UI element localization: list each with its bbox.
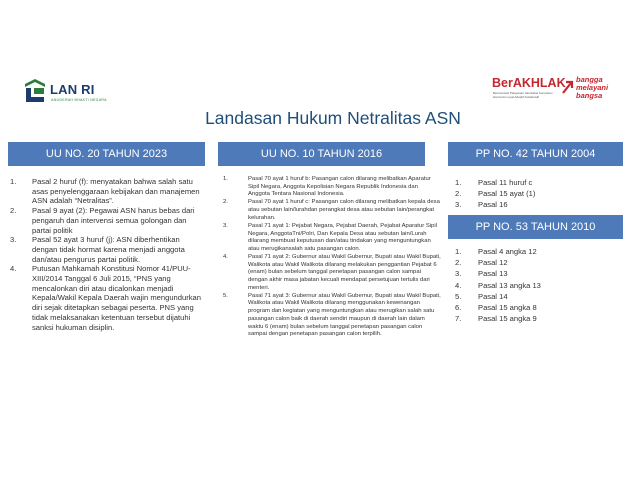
list-item <box>223 223 441 254</box>
item-number: 4. <box>455 280 462 290</box>
list-item <box>455 257 615 268</box>
list-item <box>455 291 615 302</box>
item-number: 4. <box>10 264 17 274</box>
lanri-logo <box>22 78 122 108</box>
item-text: Pasal 15 ayat (1) <box>478 189 536 199</box>
list-item <box>455 246 615 257</box>
section-header-uu-20-2023: UU NO. 20 TAHUN 2023 <box>8 142 205 166</box>
item-number: 4. <box>223 253 228 260</box>
item-number: 1. <box>455 178 462 187</box>
item-text: Pasal 15 angka 8 <box>478 303 537 313</box>
item-text: Pasal 12 <box>478 258 508 268</box>
list-item <box>455 313 615 324</box>
item-text: Pasal 4 angka 12 <box>478 247 537 256</box>
list-item <box>223 199 441 222</box>
item-number: 2. <box>223 199 228 206</box>
item-text: Pasal 70 ayat 1 huruf c: Pasangan calon dilarang melibatkan kepala desa atau sebutan lain/lurahdan perangkat desa atau sebutan lain/perangkat kelurahan. <box>248 199 440 221</box>
list-item <box>455 280 615 291</box>
item-number: 3. <box>10 235 17 245</box>
list-uu-10-2016 <box>223 176 441 339</box>
item-text: Pasal 14 <box>478 291 508 301</box>
list-item <box>223 254 441 293</box>
list-item <box>455 177 615 188</box>
list-item <box>455 302 615 313</box>
lanri-emblem-icon <box>22 78 48 106</box>
item-text: Pasal 13 angka 13 <box>478 280 541 290</box>
list-item <box>10 177 205 206</box>
item-text: Pasal 71 ayat 3: Gubernur atau Wakil Gubernur, Bupati atau Wakil Bupati, Walikota atau Wakil Walikota dilarang menggunakan kewenangan program dan kegiatan yang menguntungkan atau merugikan salah satu pasangan calon baik di daerah sendiri maupun di daerah lain dalam waktu 6 (enam) bulan sebelum tanggal penetapan pasangan calon sampai dengan penetapan pasangan calon terpilih. <box>248 292 441 338</box>
item-text: Pasal 13 <box>478 269 508 279</box>
arrow-icon <box>561 79 575 95</box>
list-item <box>223 176 441 199</box>
item-number: 1. <box>455 247 462 256</box>
lanri-tagline: ANUGERAH BHAKTI NEGARA <box>51 98 107 102</box>
berakhlak-name: BerAKHLAK <box>492 76 566 90</box>
section-header-uu-10-2016: UU NO. 10 TAHUN 2016 <box>218 142 425 166</box>
item-number: 2. <box>10 206 17 216</box>
item-text: Pasal 15 angka 9 <box>478 314 537 324</box>
item-text: Pasal 71 ayat 1: Pejabat Negara, Pejabat Daerah, Pejabat Aparatur Sipil Negara, AnggotaTni/Polri, Dan Kepala Desa atau sebutan lain/Lurah dilarang membuat keputusan dan/atau tindakan yang menguntungkan atau merugikansalah satu pasangan calon. <box>248 222 437 252</box>
item-number: 2. <box>455 258 462 268</box>
list-item <box>10 206 205 235</box>
list-item <box>455 268 615 279</box>
list-pp-42-2004 <box>455 177 615 211</box>
item-number: 1. <box>223 176 228 182</box>
item-number: 3. <box>455 269 462 279</box>
page-title-text: Landasan Hukum Netralitas ASN <box>205 108 461 128</box>
item-text: Pasal 11 huruf c <box>478 178 533 187</box>
item-number: 5. <box>455 291 462 301</box>
list-item <box>223 293 441 339</box>
list-pp-53-2010 <box>455 246 615 324</box>
lanri-name: LAN RI <box>50 82 95 97</box>
item-text: Putusan Mahkamah Konstitusi Nomor 41/PUU-XIII/2014 Tanggal 6 Juli 2015, “PNS yang mencalonkan diri atau dicalonkan menjadi Kepala/Wakil Kepala Daerah wajin mengundurkan diri sejak ditetapkan sebagai peserta. PNS yang tidak melaksanakan ketentuan tersebut dijatuhi sanksi hukuman disiplin. <box>32 264 201 332</box>
list-uu-20-2023 <box>10 177 205 332</box>
section-header-pp-42-2004: PP NO. 42 TAHUN 2004 <box>448 142 623 166</box>
berakhlak-slogan: bangga melayani bangsa <box>576 75 609 101</box>
item-text: Pasal 2 huruf (f): menyatakan bahwa salah satu asas penyelenggaraan kebijakan dan manajemen ASN adalah “Netralitas”. <box>32 177 200 206</box>
list-item <box>10 235 205 264</box>
list-item <box>10 264 205 332</box>
list-item <box>455 188 615 199</box>
item-text: Pasal 52 ayat 3 huruf (j): ASN diberhentikan dengan tidak hormat karena menjadi anggota dan/atau pengurus partai politik. <box>32 235 185 264</box>
item-number: 5. <box>223 292 228 299</box>
section-header-pp-53-2010: PP NO. 53 TAHUN 2010 <box>448 215 623 239</box>
item-number: 1. <box>10 177 17 186</box>
berakhlak-logo <box>492 74 620 106</box>
item-number: 3. <box>455 200 462 210</box>
item-number: 3. <box>223 222 228 229</box>
berakhlak-tagline: Berorientasi Pelayanan Akuntabel Kompeten Harmonis Loyal Adaptif Kolaboratif <box>493 91 553 99</box>
item-number: 7. <box>455 314 462 324</box>
item-text: Pasal 9 ayat (2): Pegawai ASN harus bebas dari pengaruh dan intervensi semua golongan dan partai politik <box>32 206 195 235</box>
item-text: Pasal 70 ayat 1 huruf b: Pasangan calon dilarang melibatkan Aparatur Sipil Negara, Anggota Kepolisian Negara Republik Indonesia dan Anggota Tentara Nasional Indonesia. <box>248 176 431 198</box>
page-title <box>0 108 638 129</box>
item-number: 6. <box>455 303 462 313</box>
item-text: Pasal 16 <box>478 200 508 210</box>
list-item <box>455 199 615 210</box>
item-number: 2. <box>455 189 462 199</box>
item-text: Pasal 71 ayat 2: Gubernur atau Wakil Gubernur, Bupati atau Wakil Bupati, Walikota atau Wakil Walikota dilarang melakukan penggantian Pejabat 6 (enam) bulan sebelum tanggal penetapan pasangan calon sampai dengan akhir masa jabatan kecuali mendapat persetujuan tertulis dari menteri. <box>248 253 441 291</box>
